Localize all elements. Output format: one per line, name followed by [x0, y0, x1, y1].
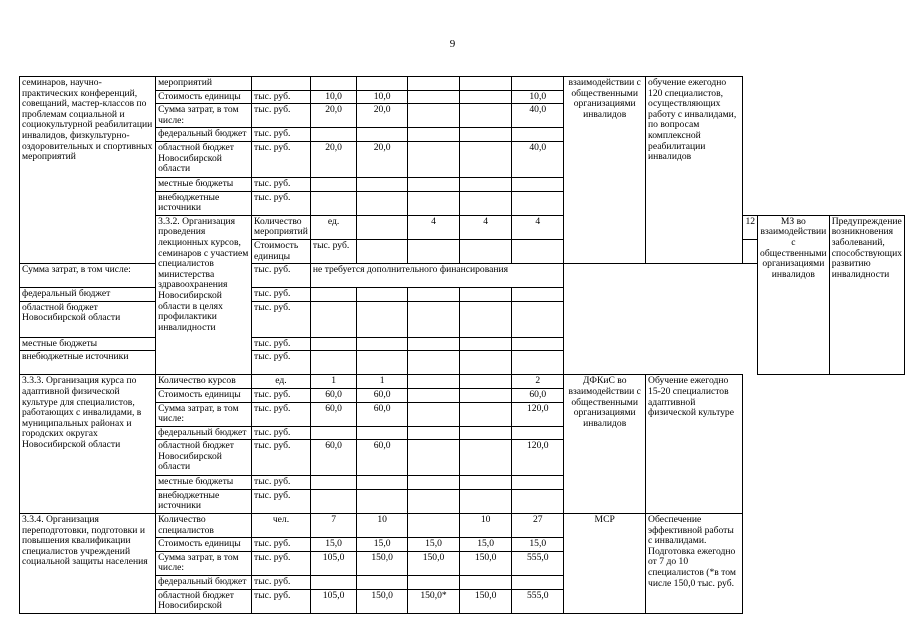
value-y2: 1 — [357, 375, 408, 389]
value-y1: 60,0 — [310, 388, 356, 402]
unit: тыс. руб. — [252, 551, 311, 575]
unit: тыс. руб. — [252, 301, 311, 337]
unit: тыс. руб. — [252, 351, 311, 375]
unit: тыс. руб. — [252, 128, 311, 142]
unit: тыс. руб. — [252, 426, 311, 440]
value-y4: 150,0 — [460, 589, 512, 613]
unit: тыс. руб. — [252, 264, 311, 288]
executor: ДФКиС во взаимодействии с общественными организациями инвалидов — [564, 375, 646, 514]
row-label-total-cost: Сумма затрат, в том числе: — [156, 104, 252, 128]
unit: тыс. руб. — [252, 177, 311, 191]
expected-result: обучение ежегодно 120 специалистов, осуществляющих работу с инвалидами, по вопросам комплексной реабилитации инвалидов — [646, 77, 743, 264]
unit: чел. — [252, 514, 311, 538]
value-total: 27 — [512, 514, 564, 538]
unit: тыс. руб. — [252, 476, 311, 490]
row-label-total-cost: Сумма затрат, в том числе: — [20, 264, 156, 288]
measure-name: семинаров, научно-практических конференций, совещаний, мастер-классов по проблемам социальной и социокультурной реабилитации инвалидов, физкультурно-оздоровительных и спортивных мероприятий — [20, 77, 156, 264]
value-y1: 105,0 — [310, 551, 356, 575]
unit: тыс. руб. — [252, 388, 311, 402]
row-label-federal: федеральный бюджет — [156, 128, 252, 142]
value-y3: 4 — [460, 215, 512, 239]
row-label-extra: внебюджетные источники — [156, 191, 252, 215]
unit: тыс. руб. — [252, 402, 311, 426]
unit: тыс. руб. — [310, 239, 356, 263]
value-y2: 60,0 — [357, 388, 408, 402]
value-y3: 150,0* — [407, 589, 459, 613]
value-total: 2 — [512, 375, 564, 389]
value-y1: 15,0 — [310, 538, 356, 552]
unit: тыс. руб. — [252, 337, 311, 351]
value-y2: 15,0 — [357, 538, 408, 552]
row-label-spec-count: Количество специалистов — [156, 514, 252, 538]
value-total: 40,0 — [512, 104, 564, 128]
row-label-regional: областной бюджет Новосибирской — [156, 589, 252, 613]
page-number: 9 — [449, 38, 456, 50]
value-total: 555,0 — [512, 551, 564, 575]
value-y1: 1 — [310, 375, 356, 389]
unit: ед. — [252, 375, 311, 389]
value-y4: 10 — [460, 514, 512, 538]
expected-result: Предупреждение возникновения заболеваний, способствующих развитию инвалидности — [829, 215, 904, 375]
value-total: 120,0 — [512, 402, 564, 426]
unit: тыс. руб. — [252, 589, 311, 613]
value-y2: 60,0 — [357, 440, 408, 476]
value-y2: 20,0 — [357, 141, 408, 177]
row-label-events: мероприятий — [156, 77, 252, 91]
row-label-federal: федеральный бюджет — [20, 288, 156, 302]
row-label-total-cost: Сумма затрат, в том числе: — [156, 402, 252, 426]
value-y1: 20,0 — [310, 141, 356, 177]
value-y1: 10,0 — [310, 90, 356, 104]
value-total: 10,0 — [512, 90, 564, 104]
row-label-regional: областной бюджет Новосибирской области — [20, 301, 156, 337]
row-label-total-cost: Сумма затрат, в том числе: — [156, 551, 252, 575]
row-label-event-count: Количество мероприятий — [252, 215, 311, 239]
executor: взаимодействии с общественными организациями инвалидов — [564, 77, 646, 264]
unit: тыс. руб. — [252, 191, 311, 215]
value-total: 555,0 — [512, 589, 564, 613]
no-financing-note: не требуется дополнительного финансирования — [310, 264, 563, 288]
value-y2: 20,0 — [357, 104, 408, 128]
value-y1: 60,0 — [310, 440, 356, 476]
value-y2: 10,0 — [357, 90, 408, 104]
value-y2: 10 — [357, 514, 408, 538]
unit: тыс. руб. — [252, 90, 311, 104]
row-label-regional: областной бюджет Новосибирской области — [156, 440, 252, 476]
value-y2: 150,0 — [357, 589, 408, 613]
value-y2: 150,0 — [357, 551, 408, 575]
executor: МЗ во взаимодействии с общественными организациями инвалидов — [758, 215, 830, 375]
unit: тыс. руб. — [252, 141, 311, 177]
row-label-federal: федеральный бюджет — [156, 426, 252, 440]
row-label-extra: внебюджетные источники — [20, 351, 156, 375]
row-label-local: местные бюджеты — [156, 177, 252, 191]
row-label-course-count: Количество курсов — [156, 375, 252, 389]
program-measures-table — [19, 76, 905, 614]
row-label-unit-cost: Стоимость единицы — [156, 388, 252, 402]
row-label-local: местные бюджеты — [156, 476, 252, 490]
unit: тыс. руб. — [252, 538, 311, 552]
unit: тыс. руб. — [252, 104, 311, 128]
value-total: 12 — [743, 215, 758, 239]
value-y3: 150,0 — [407, 551, 459, 575]
measure-name: 3.3.3. Организация курса по адаптивной физической культуре для специалистов, работающих с инвалидами, в муниципальных районах и городских округах Новосибирской области — [20, 375, 156, 514]
value-total: 60,0 — [512, 388, 564, 402]
row-label-unit-cost: Стоимость единицы — [252, 239, 311, 263]
expected-result: Обучение ежегодно 15-20 специалистов адаптивной физической культуре — [646, 375, 743, 514]
row-label-extra: внебюджетные источники — [156, 489, 252, 513]
executor: МСР — [564, 514, 646, 614]
unit: тыс. руб. — [252, 576, 311, 590]
value-y1: 60,0 — [310, 402, 356, 426]
value-y4: 150,0 — [460, 551, 512, 575]
value-y1: 20,0 — [310, 104, 356, 128]
expected-result: Обеспечение эффективной работы с инвалидами. Подготовка ежегодно от 7 до 10 специалистов (*в том числе 150,0 тыс. руб. — [646, 514, 743, 614]
unit: тыс. руб. — [252, 489, 311, 513]
value-total: 40,0 — [512, 141, 564, 177]
value-y2: 4 — [407, 215, 459, 239]
measure-name: 3.3.2. Организация проведения лекционных курсов, семинаров с участием специалистов министерства здравоохранения Новосибирской области в целях профилактики инвалидности — [156, 215, 252, 375]
value-y1: 7 — [310, 514, 356, 538]
value-total: 120,0 — [512, 440, 564, 476]
row-label-regional: областной бюджет Новосибирской области — [156, 141, 252, 177]
value-y3: 15,0 — [407, 538, 459, 552]
value-total: 15,0 — [512, 538, 564, 552]
unit: тыс. руб. — [252, 288, 311, 302]
unit: тыс. руб. — [252, 440, 311, 476]
row-label-federal: федеральный бюджет — [156, 576, 252, 590]
value-y4: 15,0 — [460, 538, 512, 552]
value-y1: 105,0 — [310, 589, 356, 613]
value-y2: 60,0 — [357, 402, 408, 426]
unit: ед. — [310, 215, 356, 239]
row-label-local: местные бюджеты — [20, 337, 156, 351]
row-label-unit-cost: Стоимость единицы — [156, 538, 252, 552]
value-y4: 4 — [512, 215, 564, 239]
row-label-unit-cost: Стоимость единицы — [156, 90, 252, 104]
measure-name: 3.3.4. Организация переподготовки, подготовки и повышения квалификации специалистов учреждений социальной защиты населения — [20, 514, 156, 614]
